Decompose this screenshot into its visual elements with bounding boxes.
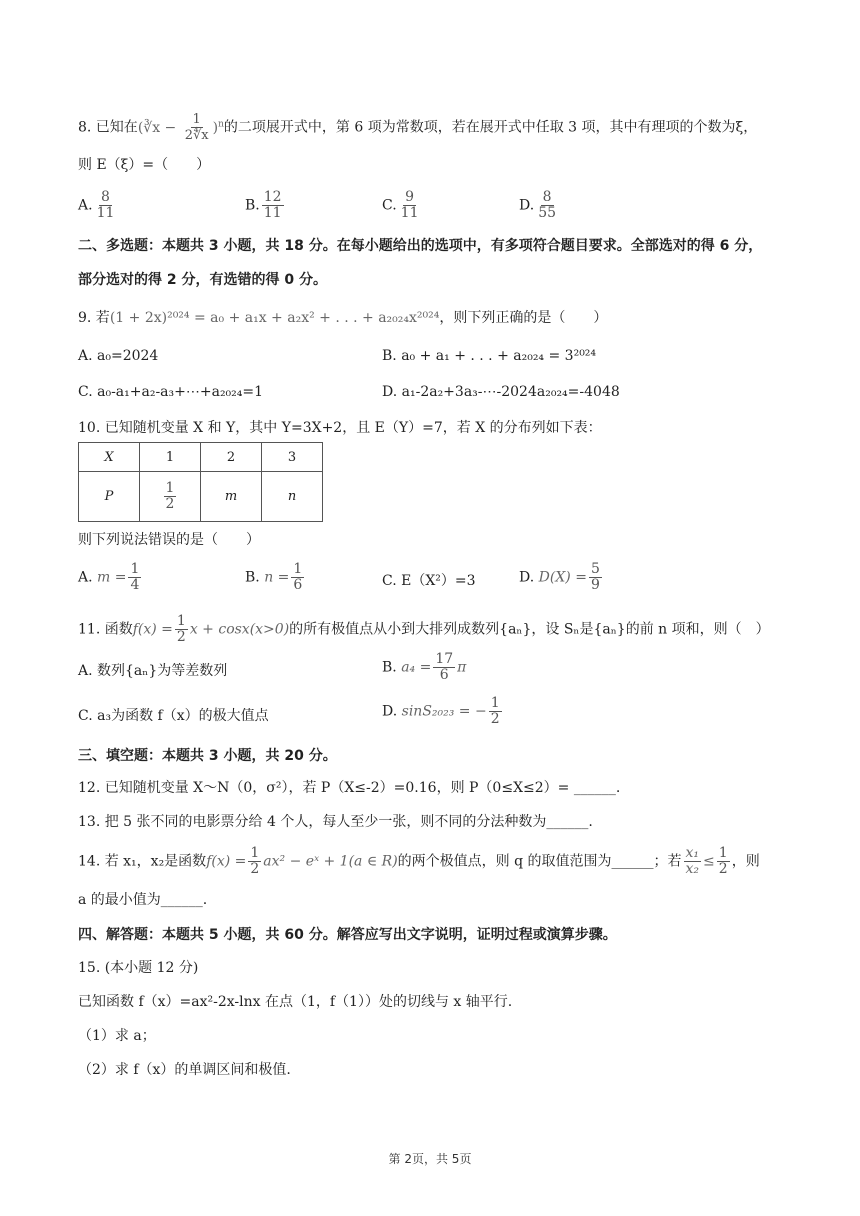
q14-line1: 14. 若 x₁，x₂是函数f(x) = $\frac{1}{2}$ ax² − eˣ + 1(a ∈ R)的两个极值点，则 q 的取值范围为______；若 $\frac{\text{x₁}}{\text{x₂}}$ ≤ $\frac{1}{2}$ ，则 [78,845,760,877]
q15-part2: （2）求 f（x）的单调区间和极值. [78,1062,291,1078]
page-footer: 第 2页，共 5页 [388,1152,472,1166]
q11-option-d: D. sinS₂₀₂₃ = − $\frac{1}{2}$ [382,695,500,727]
q10-option-b: B. n = $\frac{1}{6}$ [245,561,303,593]
q9-option-b: B. a₀ + a₁ + . . . + a₂₀₂₄ = 3²⁰²⁴ [382,348,597,364]
table-cell-p: P [79,472,140,522]
q10-stem: 10. 已知随机变量 X 和 Y，其中 Y=3X+2，且 E（Y）=7，若 X 的分布列如下表： [78,420,602,436]
q8-option-b: B. $\frac{12}{11}$ [245,189,282,221]
q11-option-c: C. a₃为函数 f（x）的极大值点 [78,708,269,724]
table-cell-m: m [201,472,262,522]
table-cell-half: $\frac{1}{2}$ [140,472,201,522]
q14-line2: a 的最小值为______. [78,892,208,908]
table-header-3: 3 [262,443,323,472]
section4-heading: 四、解答题：本题共 5 小题，共 60 分。解答应写出文字说明，证明过程或演算步骤。 [78,927,617,943]
q10-option-d: D. D(X) = $\frac{5}{9}$ [519,561,600,593]
q10-option-c: C. E（X²）=3 [382,573,476,589]
q9-stem: 9. 若(1 + 2x)²⁰²⁴ = a₀ + a₁x + a₂x² + . . . + a₂₀₂₄x²⁰²⁴，则下列正确的是（ ） [78,310,608,326]
table-header-2: 2 [201,443,262,472]
q8-line1 [78,112,757,143]
table-header-x: X [79,443,140,472]
q8-number: 8. 已知在 [78,119,138,136]
q8-option-c: C. $\frac{9}{11}$ [382,189,419,221]
q9-option-c: C. a₀-a₁+a₂-a₃+⋯+a₂₀₂₄=1 [78,384,264,400]
q8-option-d: D. $\frac{8}{55}$ [519,189,557,221]
q8-line2: 则 E（ξ）=（ ） [78,157,211,173]
q10-prompt: 则下列说法错误的是（ ） [78,532,260,548]
table-header-1: 1 [140,443,201,472]
q9-expression: (1 + 2x)²⁰²⁴ = a₀ + a₁x + a₂x² + . . . + a₂₀₂₄x²⁰²⁴ [109,310,440,326]
section2-heading-line2: 部分选对的得 2 分，有选错的得 0 分。 [78,272,327,288]
q12-stem: 12. 已知随机变量 X～N（0，σ²），若 P（X≤-2）=0.16，则 P（0≤X≤2）= ______. [78,780,621,796]
section2-heading-line1: 二、多选题：本题共 3 小题，共 18 分。在每小题给出的选项中，有多项符合题目要求。全部选对的得 6 分， [78,238,763,254]
q8-text: 的二项展开式中，第 6 项为常数项，若在展开式中任取 3 项，其中有理项的个数为ξ， [223,119,758,136]
q11-option-b: B. a₄ = $\frac{17}{6}$ π [382,651,467,683]
q15-part1: （1）求 a； [78,1028,156,1044]
q10-distribution-table [78,442,323,522]
q13-stem: 13. 把 5 张不同的电影票分给 4 个人，每人至少一张，则不同的分法种数为______. [78,814,593,830]
q15-stem: 已知函数 f（x）=ax²-2x-lnx 在点（1，f（1））处的切线与 x 轴平行. [78,994,513,1010]
q9-option-d: D. a₁-2a₂+3a₃-⋯-2024a₂₀₂₄=-4048 [382,384,620,400]
q8-option-a: A. $\frac{8}{11}$ [78,189,115,221]
q11-option-a: A. 数列{aₙ}为等差数列 [78,663,228,679]
q11-stem: 11. 函数f(x) = $\frac{1}{2}$ x + cosx(x>0)的所有极值点从小到大排列成数列{aₙ}，设 Sₙ是{aₙ}的前 n 项和，则（ ） [78,613,770,645]
q15-header: 15. (本小题 12 分) [78,960,199,976]
table-cell-n: n [262,472,323,522]
section3-heading: 三、填空题：本题共 3 小题，共 20 分。 [78,748,337,764]
q10-option-a: A. m = $\frac{1}{4}$ [78,561,140,593]
q9-option-a: A. a₀=2024 [78,348,159,364]
q8-expr: (∛x − $\frac{1}{2∜x}$ )$^n$ [137,112,224,143]
